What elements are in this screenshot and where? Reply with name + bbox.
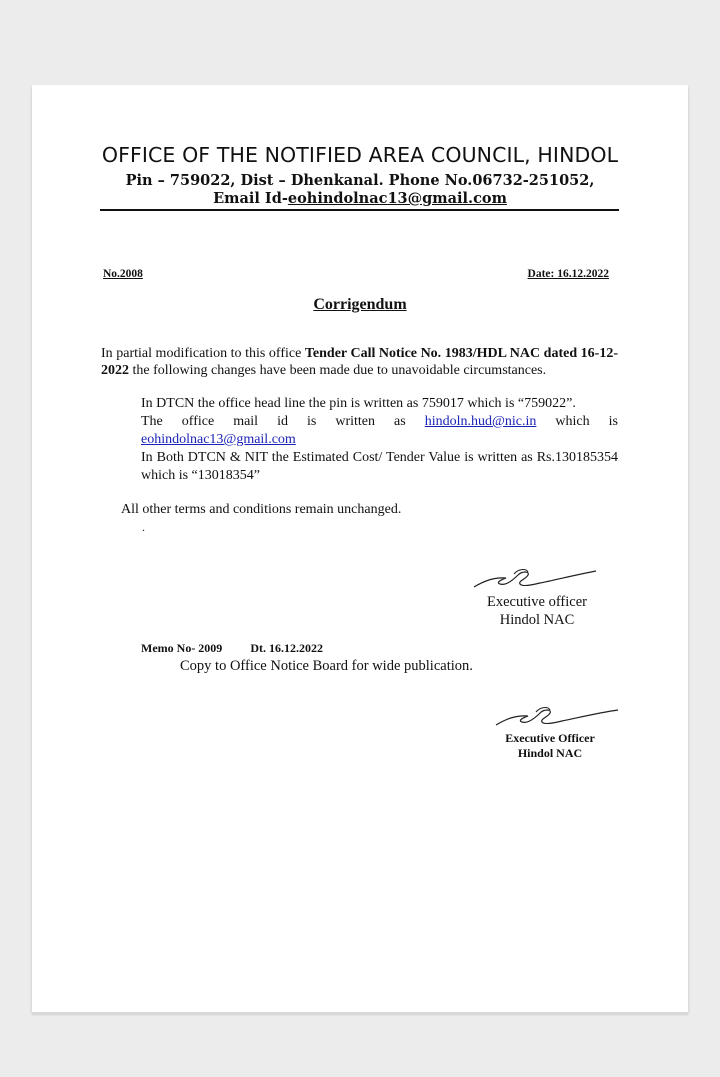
signature-2-title: Executive Officer [505,731,595,745]
page-bottom-edge [32,1012,688,1015]
office-title: OFFICE OF THE NOTIFIED AREA COUNCIL, HINDOL [101,143,619,167]
signature-2 [492,705,622,733]
closing-statement: All other terms and conditions remain unchanged. [121,502,402,517]
intro-part1: In partial modification to this office [101,346,305,361]
new-email-link[interactable]: eohindolnac13@gmail.com [141,432,296,447]
office-email-line [32,190,688,207]
intro-paragraph [101,345,618,379]
change-item-2-text-b: which is [536,414,618,429]
copy-to-line: Copy to Office Notice Board for wide publication. [180,658,473,674]
change-item-2-text-a: The office mail id is written as [141,414,425,429]
change-item-2-cont [141,431,618,449]
intro-tender-ref: Tender Call Notice No. 1983/HDL NAC dated 16-12-2022 [101,346,618,378]
document-page [32,85,688,1012]
signature-1-org: Hindol NAC [499,612,575,628]
signature-1-title: Executive officer [487,594,587,610]
intro-part2: the following changes have been made due to unavoidable circumstances. [129,363,547,378]
changes-list [141,395,618,485]
header-rule [100,209,619,211]
signature-2-block [487,731,613,761]
signature-1-block [472,593,602,629]
document-date: Date: 16.12.2022 [527,268,609,280]
reference-number: No.2008 [103,268,143,280]
document-heading: Corrigendum [313,296,407,313]
signature-1 [470,565,600,595]
change-item-3: In Both DTCN & NIT the Estimated Cost/ Tender Value is written as Rs.130185354 which is “13018354” [141,450,618,483]
office-address: Pin – 759022, Dist – Dhenkanal. Phone No.06732-251052, [125,172,595,189]
change-item-1: In DTCN the office head line the pin is written as 759017 which is “759022”. [141,396,576,411]
old-email-link[interactable]: hindoln.hud@nic.in [424,414,537,429]
memo-number: Memo No- 2009 [141,641,223,655]
email-prefix: Email Id- [213,190,288,207]
memo-line [141,641,323,656]
memo-date: Dt. 16.12.2022 [250,641,323,655]
stray-dot: . [142,520,145,534]
office-email: eohindolnac13@gmail.com [287,190,507,207]
change-item-2 [141,413,618,431]
signature-2-org: Hindol NAC [517,746,583,760]
